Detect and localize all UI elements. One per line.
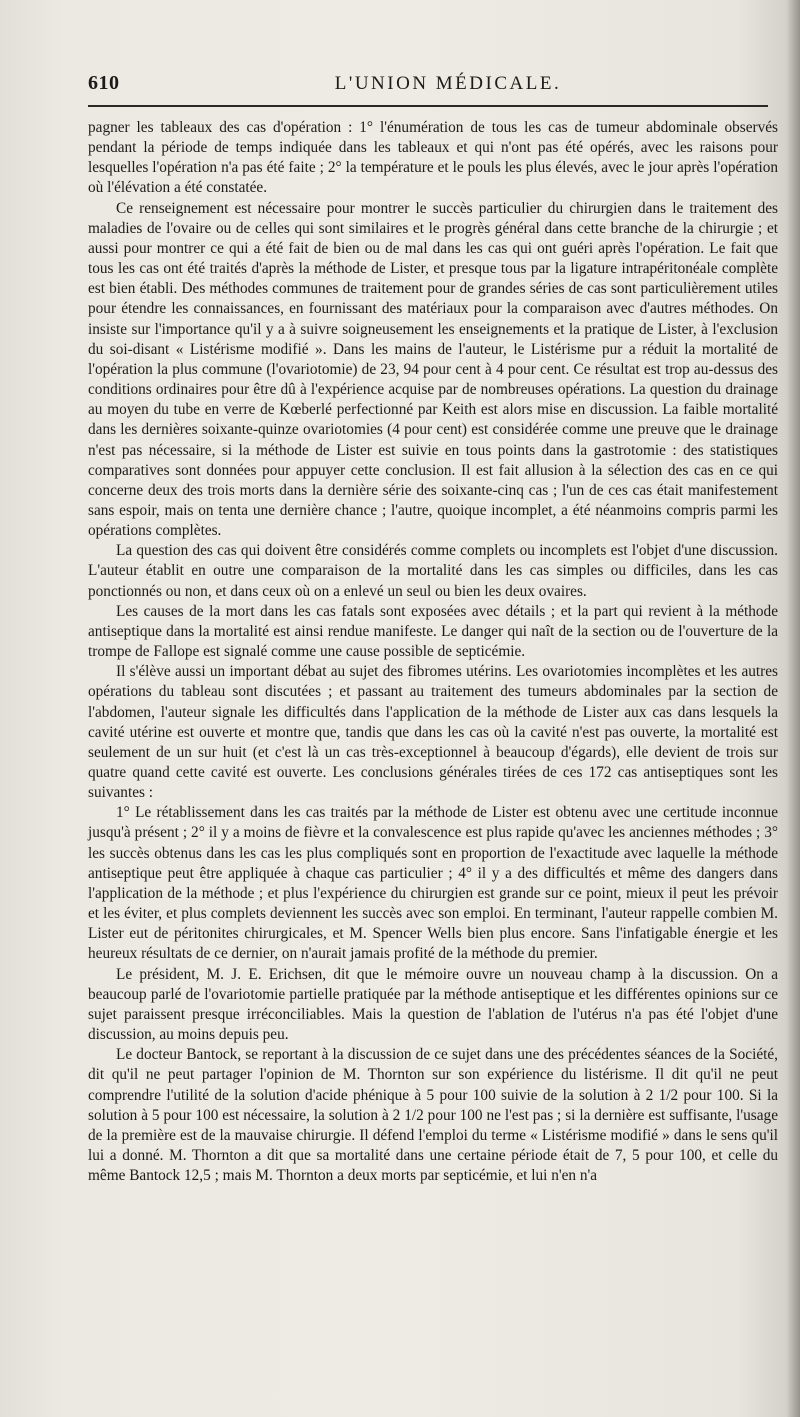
paragraph: La question des cas qui doivent être considérés comme complets ou incomplets est l'objet d'une discussion. L'auteur établit en outre une comparaison de la mortalité dans les cas simples ou difficiles, dans les cas ponctionnés ou non, et dans ceux où on a enlevé un seul ou bien les deux ovaires. [88,542,778,600]
paragraph: Les causes de la mort dans les cas fatals sont exposées avec détails ; et la part qui revient à la méthode antiseptique dans la mortalité est ainsi rendue manifeste. Le danger qui naît de la section ou de l'ouverture de la trompe de Fallope est signalé comme une cause possible de septicémie. [88,602,778,661]
paragraph: Le docteur Bantock, se reportant à la discussion de ce sujet dans une des précédentes séances de la Société, dit qu'il ne peut partager l'opinion de M. Thornton sur son expérience du listérisme. Il dit qu'il ne peut comprendre l'utilité de la solution d'acide phénique à 5 pour 100 suivie de la solution à 2 1/2 pour 100. Si la solution à 5 pour 100 est nécessaire, la solution à 2 1/2 pour 100 ne l'est pas ; si la dernière est suffisante, l'usage de la première est de la mauvaise chirurgie. Il défend l'emploi du terme « Listérisme modifié » dans le sens qu'il lui a donné. M. Thornton a dit que sa mortalité dans une certaine période était de 7, 5 pour 100, et celle du même Bantock 12,5 ; mais M. Thornton a deux morts par septicémie, et lui n'en n'a [88,1046,778,1185]
paragraph: Le président, M. J. E. Erichsen, dit que le mémoire ouvre un nouveau champ à la discussion. On a beaucoup parlé de l'ovariotomie partielle pratiquée par la méthode antiseptique et les différentes opinions sur ce sujet paraissent presque irréconciliables. Mais la question de l'ablation de l'utérus n'a pas été l'objet d'une discussion, au moins depuis peu. [88,965,778,1044]
page-header [88,66,768,100]
header-rule [88,105,768,107]
body-text [88,118,778,1186]
paragraph: 1° Le rétablissement dans les cas traités par la méthode de Lister est obtenu avec une certitude inconnue jusqu'à présent ; 2° il y a moins de fièvre et la convalescence est plus rapide qu'avec les anciennes méthodes ; 3° les succès obtenus dans les cas les plus compliqués sont en proportion de l'exactitude avec laquelle la méthode antiseptique peut être appliquée à chaque cas particulier ; 4° il y a des difficultés et même des dangers dans l'application de la méthode ; et plus l'expérience du chirurgien est grande sur ce point, mieux il peut les prévoir et les éviter, et plus complets deviennent les succès avec son emploi. En terminant, l'auteur rappelle combien M. Lister eut de péritonites chirurgicales, et M. Spencer Wells bien plus encore. Sans l'infatigable énergie et les heureux résultats de ce dernier, on n'aurait jamais profité de la méthode du premier. [88,804,778,963]
page-edge-shadow [786,0,800,1417]
paragraph: Il s'élève aussi un important débat au sujet des fibromes utérins. Les ovariotomies incomplètes et les autres opérations du tableau sont discutées ; et passant au traitement des tumeurs abdominales par la section de l'abdomen, l'auteur signale les difficultés dans l'application de la méthode de Lister aux cas dans lesquels la cavité utérine est ouverte et montre que, tandis que dans les cas où la cavité n'est pas ouverte, la mortalité est seulement de un sur huit (et c'est là un cas très-exceptionnel à beaucoup d'égards), elle devient de trois sur quatre quand cette cavité est ouverte. Les conclusions générales tirées de ces 172 cas antiseptiques sont les suivantes : [88,663,778,802]
running-title: L'UNION MÉDICALE. [334,73,562,94]
paragraph: pagner les tableaux des cas d'opération : 1° l'énumération de tous les cas de tumeur abdominale observés pendant la période de temps indiquée dans les tableaux et qui n'ont pas été opérés, avec les raisons pour lesquelles l'opération n'a pas été faite ; 2° la température et le pouls les plus élevés, avec le jour après l'opération où l'élévation a été constatée. [88,119,778,197]
paragraph: Ce renseignement est nécessaire pour montrer le succès particulier du chirurgien dans le traitement des maladies de l'ovaire ou de celles qui sont similaires et le progrès général dans cette branche de la chirurgie ; et aussi pour montrer ce qui a été fait de bien ou de mal dans les cas qui ont guéri après l'opération. Le fait que tous les cas ont été traités d'après la méthode de Lister, et presque tous par la ligature intrapéritonéale complète est bien établi. Des méthodes communes de traitement pour de grandes séries de cas sont particulièrement utiles pour étendre les connaissances, en fournissant des matériaux pour la comparaison avec d'autres méthodes. On insiste sur l'importance qu'il y a à suivre soigneusement les enseignements et la pratique de Lister, à l'exclusion du soi-disant « Listérisme modifié ». Dans les mains de l'auteur, le Listérisme pur a réduit la mortalité de l'opération la plus commune (l'ovariotomie) de 23, 94 pour cent à 4 pour cent. Ce résultat est trop au-dessus des conditions ordinaires pour être dû à l'expérience acquise par de nombreuses opérations. La question du drainage au moyen du tube en verre de Kœberlé perfectionné par Keith est alors mise en discussion. La faible mortalité dans les dernières soixante-quinze ovariotomies (4 pour cent) est considérée comme une preuve que le drainage n'est pas nécessaire, si la méthode de Lister est suivie en tous points dans la gastrotomie : des statistiques comparatives sont données pour appuyer cette conclusion. Il est fait allusion à la sélection des cas en ce qui concerne deux des trois morts dans la dernière série des soixante-cinq cas ; l'un de ces cas était manifestement sans espoir, mais on tenta une dernière chance ; l'autre, quoique incomplet, a été néanmoins compris parmi les opérations complètes. [88,199,778,540]
page-number: 610 [88,72,120,94]
